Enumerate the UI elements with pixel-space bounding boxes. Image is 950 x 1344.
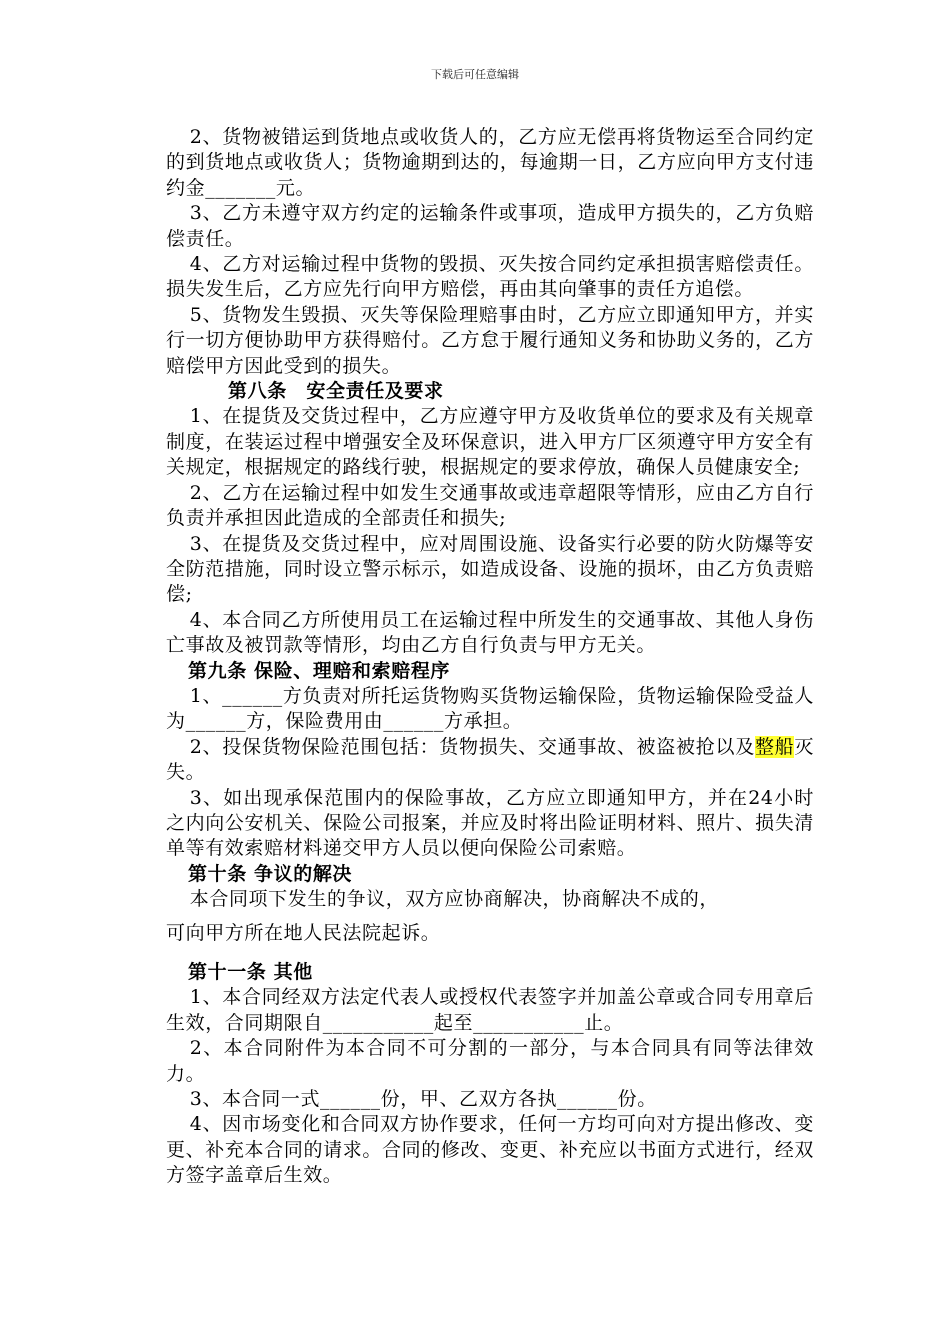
clause-10-text: 本合同项下发生的争议，双方应协商解决，协商解决不成的， — [189, 888, 719, 911]
page-header: 下载后可任意编辑 — [431, 68, 519, 81]
article-8-heading: 第八条 安全责任及要求 — [228, 380, 444, 403]
clause-7-item-4: 4、乙方对运输过程中货物的毁损、灭失按合同约定承担损害赔偿责任。损失发生后，乙方应先行向甲方赔偿，再由其向肇事的责任方追偿。 — [166, 253, 814, 301]
clause-7-item-5: 5、货物发生毁损、灭失等保险理赔事由时，乙方应立即通知甲方，并实行一切方便协助甲方获得赔付。乙方怠于履行通知义务和协助义务的，乙方赔偿甲方因此受到的损失。 — [166, 303, 814, 377]
clause-10-text-cont: 可向甲方所在地人民法院起诉。 — [166, 921, 441, 944]
clause-9-item-1: 1、______方负责对所托运货物购买货物运输保险，货物运输保险受益人为______方，保险费用由______方承担。 — [166, 684, 814, 733]
clause-9-item-2-text: 2、投保货物保险范围包括：货物损失、交通事故、被盗被抢以及 — [189, 735, 755, 758]
article-10-heading: 第十条 争议的解决 — [188, 862, 353, 885]
clause-11-item-1: 1、本合同经双方法定代表人或授权代表签字并加盖公章或合同专用章后生效，合同期限自___________起至___________止。 — [166, 986, 814, 1034]
clause-7-item-3: 3、乙方未遵守双方约定的运输条件或事项，造成甲方损失的，乙方负赔偿责任。 — [166, 202, 814, 250]
clause-9-item-3: 3、如出现承保范围内的保险事故，乙方应立即通知甲方，并在24小时之内向公安机关、保险公司报案，并应及时将出险证明材料、照片、损失清单等有效索赔材料递交甲方人员以便向保险公司索赔。 — [166, 786, 814, 860]
article-9-heading: 第九条 保险、理赔和索赔程序 — [188, 659, 451, 682]
clause-7-item-2: 2、货物被错运到货地点或收货人的，乙方应无偿再将货物运至合同约定的到货地点或收货人；货物逾期到达的，每逾期一日，乙方应向甲方支付违约金_______元。 — [166, 126, 814, 199]
article-11-heading: 第十一条 其他 — [188, 961, 313, 983]
clause-11-item-2: 2、本合同附件为本合同不可分割的一部分，与本合同具有同等法律效力。 — [166, 1037, 814, 1085]
clause-8-item-3: 3、在提货及交货过程中，应对周围设施、设备实行必要的防火防爆等安全防范措施，同时设立警示标示，如造成设备、设施的损坏，由乙方负责赔偿; — [166, 532, 814, 606]
highlighted-text: 整船 — [754, 735, 795, 758]
clause-8-item-2: 2、乙方在运输过程中如发生交通事故或违章超限等情形，应由乙方自行负责并承担因此造成的全部责任和损失; — [166, 481, 814, 530]
clause-11-item-3: 3、本合同一式______份，甲、乙双方各执______份。 — [189, 1088, 657, 1111]
clause-8-item-4: 4、本合同乙方所使用员工在运输过程中所发生的交通事故、其他人身伤亡事故及被罚款等情形，均由乙方自行负责与甲方无关。 — [166, 608, 814, 657]
clause-11-item-4: 4、因市场变化和合同双方协作要求，任何一方均可向对方提出修改、变更、补充本合同的请求。合同的修改、变更、补充应以书面方式进行，经双方签字盖章后生效。 — [166, 1113, 814, 1187]
clause-8-item-1: 1、在提货及交货过程中，乙方应遵守甲方及收货单位的要求及有关规章制度，在装运过程中增强安全及环保意识，进入甲方厂区须遵守甲方安全有关规定，根据规定的路线行驶，根据规定的要求停放，确保人员健康安全; — [166, 405, 814, 479]
document-body — [166, 125, 814, 1189]
clause-9-item-2 — [166, 735, 814, 786]
clause-9-item-2-tail: 灭失。 — [166, 735, 815, 784]
